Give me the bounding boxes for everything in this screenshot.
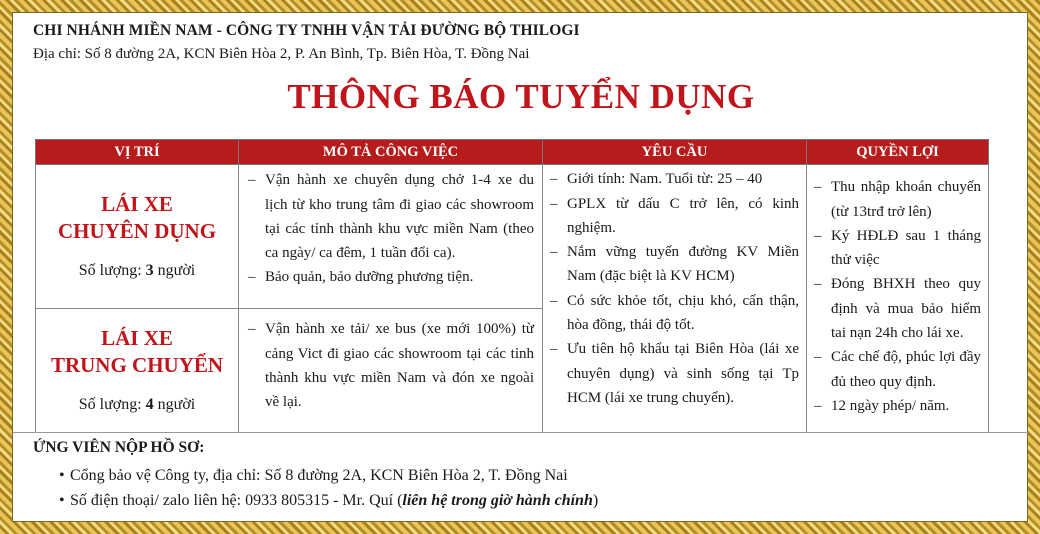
list-item: – Vận hành xe tải/ xe bus (xe mới 100%) từ cảng Vict đi giao các showroom tại các tỉnh thành khu vực miền Nam và đón xe ngoài về lại. [243,317,534,414]
application-contact [59,492,598,510]
list-item: – Giới tính: Nam. Tuổi từ: 25 – 40 [545,167,799,191]
list-item: – GPLX từ dấu C trở lên, có kinh nghiệm. [545,192,799,241]
column-header-benefits: QUYỀN LỢI [807,140,989,165]
position-title [36,191,238,245]
application-address [59,467,568,485]
recruitment-table [35,139,989,433]
description-cell [239,309,543,433]
qty-label: Số lượng: [78,395,142,413]
position-title-line: LÁI XE [101,325,173,350]
bullet-icon: • [59,467,65,484]
list-item: – Nắm vững tuyến đường KV Miền Nam (đặc biệt là KV HCM) [545,240,799,289]
table-row [36,165,989,309]
column-header-requirements: YÊU CẦU [543,140,807,165]
qty-value: 4 [145,395,154,413]
qty-unit: người [157,261,196,279]
qty-value: 3 [145,261,154,279]
page-title: THÔNG BÁO TUYỂN DỤNG [287,77,755,116]
column-header-position: VỊ TRÍ [36,140,239,165]
application-heading: ỨNG VIÊN NỘP HỒ SƠ: [33,439,205,456]
table-header-row [36,140,989,165]
position-title [36,325,238,379]
position-quantity [36,259,238,283]
company-name: CHI NHÁNH MIỀN NAM - CÔNG TY TNHH VẬN TẢI ĐƯỜNG BỘ THILOGI [33,22,580,39]
position-title-line: TRUNG CHUYỂN [50,352,224,377]
list-item: – Thu nhập khoán chuyến (từ 13trđ trở lên) [809,175,981,224]
qty-unit: người [157,395,196,413]
notice-body [12,12,1028,522]
application-section [13,432,1029,524]
list-item: – Vận hành xe chuyên dụng chở 1-4 xe du lịch từ kho trung tâm đi giao các showroom tại các tỉnh thành khu vực miền Nam (theo ca ngày/ ca đêm, 1 tuần đổi ca). [243,168,534,265]
contact-close: ) [592,492,599,509]
position-cell [36,309,239,433]
position-title-line: CHUYÊN DỤNG [57,218,217,243]
list-item: – Ký HĐLĐ sau 1 tháng thử việc [809,224,981,273]
benefits-cell [807,165,989,433]
list-item: – 12 ngày phép/ năm. [809,394,981,418]
list-item: – Đóng BHXH theo quy định và mua bảo hiểm tai nạn 24h cho lái xe. [809,272,981,345]
position-title-line: LÁI XE [101,191,173,216]
list-item: – Ưu tiên hộ khẩu tại Biên Hòa (lái xe chuyên dụng) và sinh sống tại Tp HCM (lái xe trung chuyển). [545,337,799,410]
position-cell [36,165,239,309]
list-item: – Có sức khỏe tốt, chịu khó, cẩn thận, hòa đồng, thái độ tốt. [545,289,799,338]
application-address-text: Cổng bảo vệ Công ty, địa chỉ: Số 8 đường 2A, KCN Biên Hòa 2, T. Đồng Nai [70,467,568,484]
description-cell [239,165,543,309]
requirements-cell [543,165,807,433]
company-address: Địa chỉ: Số 8 đường 2A, KCN Biên Hòa 2, P. An Bình, Tp. Biên Hòa, T. Đồng Nai [33,46,530,62]
list-item: – Các chế độ, phúc lợi đầy đủ theo quy định. [809,345,981,394]
position-quantity [36,393,238,417]
qty-label: Số lượng: [78,261,142,279]
column-header-description: MÔ TẢ CÔNG VIỆC [239,140,543,165]
bullet-icon: • [59,492,65,509]
list-item: – Bảo quản, bảo dưỡng phương tiện. [243,265,534,289]
contact-hours: liên hệ trong giờ hành chính [402,492,593,509]
contact-text: Số điện thoại/ zalo liên hệ: 0933 805315 - Mr. Quí ( [70,492,403,509]
